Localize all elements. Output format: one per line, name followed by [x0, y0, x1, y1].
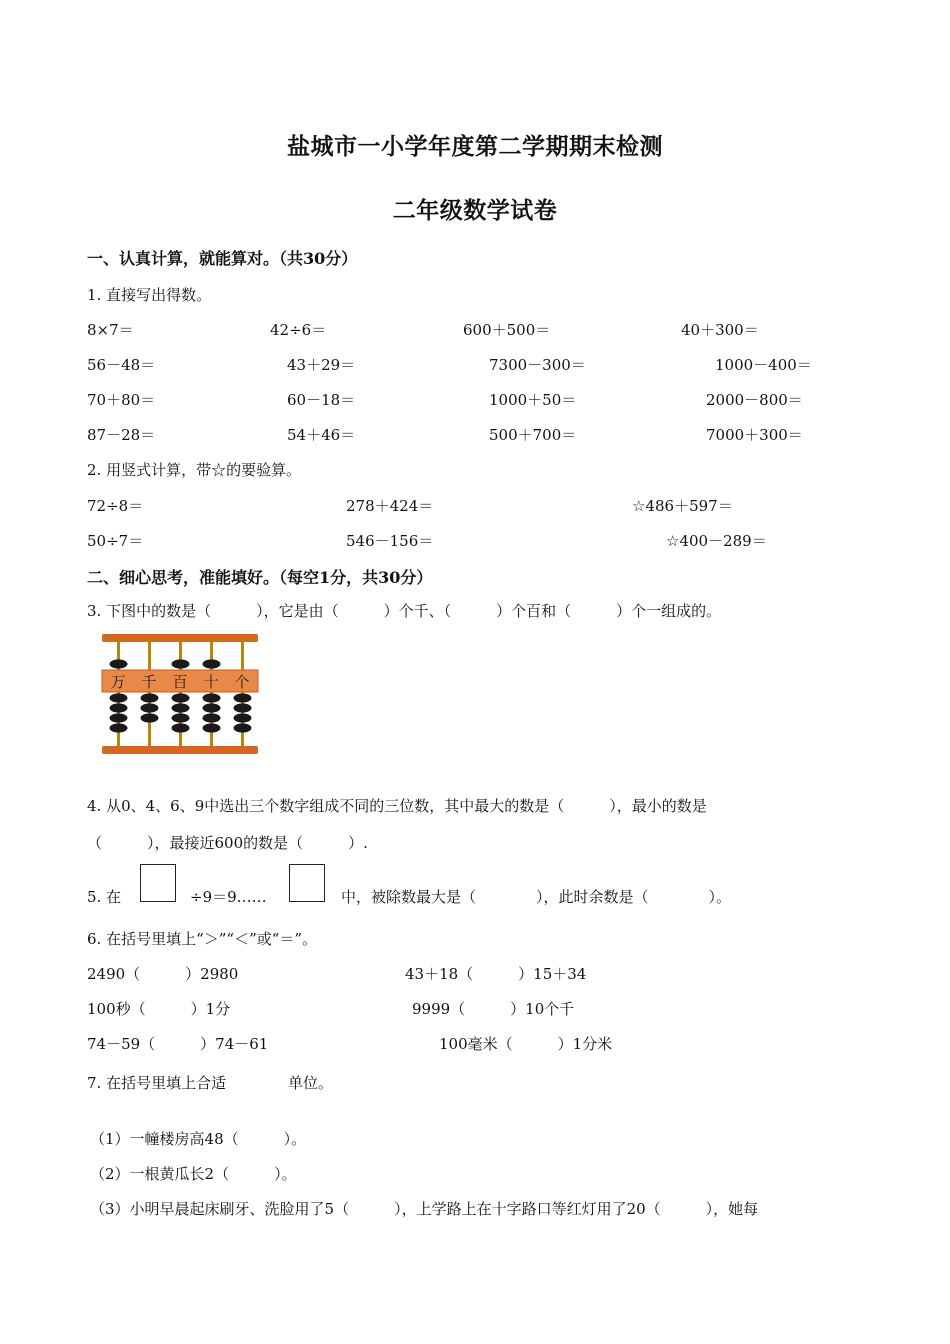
- compare-item: 74－59（ ）74－61: [87, 1035, 269, 1053]
- question-2-prompt: 2. 用竖式计算，带☆的要验算。: [87, 461, 302, 479]
- abacus-bead: [141, 703, 159, 712]
- vertical-calc-item: 72÷8＝: [87, 497, 144, 515]
- abacus-bead: [203, 693, 221, 702]
- abacus-bead: [234, 723, 252, 732]
- compare-item: 2490（ ）2980: [87, 965, 239, 983]
- abacus-frame-bottom: [102, 746, 258, 754]
- abacus-bead: [110, 713, 128, 722]
- compare-item: 43＋18（ ）15＋34: [405, 965, 587, 983]
- abacus-bead: [203, 703, 221, 712]
- oral-calc-item: 40＋300＝: [681, 321, 759, 339]
- oral-calc-item: 1000－400＝: [715, 356, 812, 374]
- compare-item: 100秒（ ）1分: [87, 1000, 231, 1018]
- section-2-header: 二、细心思考，准能填好。（每空1分，共30分）: [87, 568, 433, 587]
- abacus-label: 个: [234, 673, 250, 691]
- question-5-suffix: 中，被除数最大是（ ），此时余数是（ ）。: [341, 888, 732, 906]
- oral-calc-item: 70＋80＝: [87, 391, 156, 409]
- unit-item: （1）一幢楼房高48（ ）。: [90, 1130, 307, 1148]
- abacus-figure: [100, 632, 260, 758]
- abacus-bead: [172, 659, 190, 668]
- abacus-bead: [172, 693, 190, 702]
- section-1-header: 一、认真计算，就能算对。（共30分）: [87, 249, 358, 268]
- oral-calc-item: 42÷6＝: [270, 321, 327, 339]
- abacus-bead: [203, 659, 221, 668]
- oral-calc-item: 43＋29＝: [287, 356, 356, 374]
- question-5-middle: ÷9＝9……: [190, 888, 267, 906]
- page-title: 盐城市一小学年度第二学期期末检测: [287, 133, 663, 160]
- question-7-prompt-part2: 单位。: [288, 1074, 334, 1092]
- vertical-calc-item: 50÷7＝: [87, 532, 144, 550]
- abacus-bead: [110, 723, 128, 732]
- compare-item: 100毫米（ ）1分米: [439, 1035, 613, 1053]
- question-3-prompt: 3. 下图中的数是（ ），它是由（ ）个千、（ ）个百和（ ）个一组成的。: [87, 602, 722, 620]
- oral-calc-item: 7300－300＝: [489, 356, 586, 374]
- oral-calc-item: 8×7＝: [87, 321, 134, 339]
- oral-calc-item: 56－48＝: [87, 356, 156, 374]
- oral-calc-item: 1000＋50＝: [489, 391, 577, 409]
- abacus-bead: [172, 723, 190, 732]
- question-6-prompt: 6. 在括号里填上“＞”“＜”或“＝”。: [87, 930, 318, 948]
- dividend-blank-box[interactable]: [140, 864, 176, 902]
- abacus-label: 十: [203, 673, 219, 691]
- abacus-bead: [203, 723, 221, 732]
- question-4-line2: （ ），最接近600的数是（ ）.: [87, 834, 368, 852]
- page-subtitle: 二年级数学试卷: [392, 197, 558, 224]
- question-4-line1: 4. 从0、4、6、9中选出三个数字组成不同的三位数，其中最大的数是（ ），最小的数是: [87, 797, 707, 815]
- oral-calc-item: 54＋46＝: [287, 426, 356, 444]
- abacus-label: 千: [141, 673, 157, 691]
- question-1-prompt: 1. 直接写出得数。: [87, 286, 212, 304]
- oral-calc-item: 87－28＝: [87, 426, 156, 444]
- abacus-bead: [234, 713, 252, 722]
- abacus-bead: [110, 693, 128, 702]
- oral-calc-item: 600＋500＝: [463, 321, 551, 339]
- vertical-calc-item: ☆486＋597＝: [632, 497, 733, 515]
- unit-item: （3）小明早晨起床刷牙、洗脸用了5（ ），上学路上在十字路口等红灯用了20（ ），她每: [90, 1200, 759, 1218]
- abacus-bead: [110, 659, 128, 668]
- abacus-frame-top: [102, 634, 258, 642]
- abacus-label: 百: [172, 673, 188, 691]
- abacus-bead: [141, 713, 159, 722]
- question-7-prompt-part1: 7. 在括号里填上合适: [87, 1074, 227, 1092]
- abacus-bead: [234, 693, 252, 702]
- unit-item: （2）一根黄瓜长2（ ）。: [90, 1165, 297, 1183]
- abacus-label: 万: [110, 673, 126, 691]
- oral-calc-item: 7000＋300＝: [706, 426, 803, 444]
- abacus-bead: [172, 713, 190, 722]
- question-5-prefix: 5. 在: [87, 888, 122, 906]
- remainder-blank-box[interactable]: [289, 864, 325, 902]
- abacus-bead: [141, 693, 159, 702]
- oral-calc-item: 60－18＝: [287, 391, 356, 409]
- abacus-bead: [203, 713, 221, 722]
- abacus-bead: [234, 703, 252, 712]
- oral-calc-item: 500＋700＝: [489, 426, 577, 444]
- vertical-calc-item: 278＋424＝: [346, 497, 434, 515]
- vertical-calc-item: 546－156＝: [346, 532, 434, 550]
- vertical-calc-item: ☆400－289＝: [666, 532, 767, 550]
- abacus-bead: [172, 703, 190, 712]
- compare-item: 9999（ ）10个千: [412, 1000, 575, 1018]
- abacus-bead: [110, 703, 128, 712]
- oral-calc-item: 2000－800＝: [706, 391, 803, 409]
